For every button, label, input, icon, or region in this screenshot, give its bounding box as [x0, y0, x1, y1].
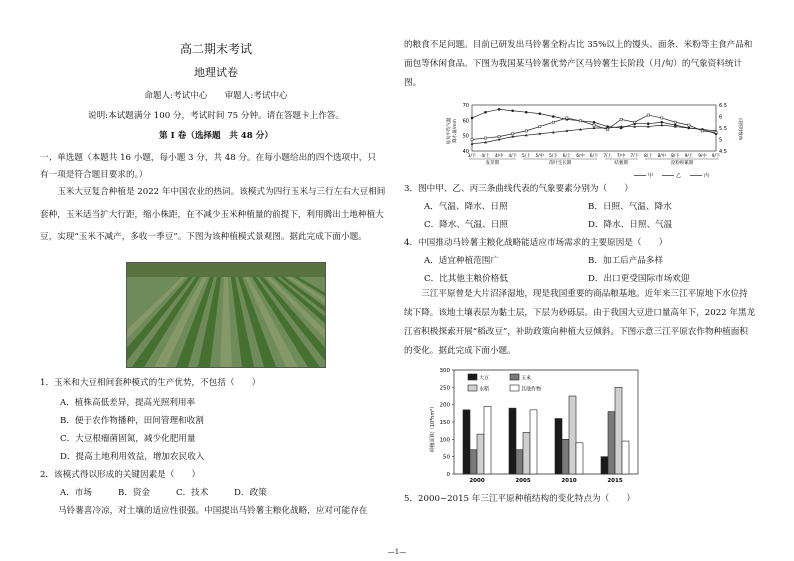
passage-potato-start: 马铃薯喜冷凉，对土壤的适应性很强。中国提出马铃薯主粮化战略，应对可能存在 — [58, 506, 368, 516]
q4-option-c: C．比其他主粮价格低 — [424, 274, 508, 284]
x-tick-label: 4/下 — [508, 154, 517, 159]
bar-玉米 — [470, 450, 477, 474]
legend-label: 甲 — [648, 173, 654, 179]
bar-大豆 — [555, 419, 562, 474]
data-point — [701, 130, 703, 132]
bar-玉米 — [608, 412, 615, 474]
x-tick-label: 5/下 — [549, 154, 558, 159]
x-tick-label: 4/上 — [481, 154, 490, 159]
bar-玉米 — [562, 439, 569, 474]
exam-title: 高二期末考试 — [179, 42, 252, 56]
legend-label: 其他作物 — [521, 386, 542, 393]
y-tick-label: 250 — [439, 385, 450, 392]
q1-option-d: D．提高土地利用效益，增加农民收入 — [60, 452, 205, 462]
stage-label: 苗叶生长期 — [548, 161, 572, 166]
x-tick-label: 2015 — [607, 478, 623, 484]
y-right-tick-label: 6 — [719, 114, 723, 121]
legend-swatch — [510, 385, 519, 391]
data-point — [498, 136, 500, 138]
data-point — [647, 122, 650, 125]
y-axis-label: 种植面积（10⁴hm²） — [430, 403, 436, 453]
page-number: —1— — [387, 548, 407, 556]
bar-其他作物 — [484, 406, 491, 474]
y-tick-label: 300 — [439, 368, 450, 374]
data-point — [715, 131, 717, 133]
x-tick-label: 8/下 — [671, 154, 680, 159]
x-tick-label: 5/上 — [521, 154, 531, 159]
data-point — [471, 138, 473, 140]
q3-option-d: D．降水、日照、气温 — [588, 220, 673, 230]
q5-stem: 5．2000−2015 年三江平原种植结构的变化特点为（ ） — [404, 494, 636, 504]
section-title: 第 Ⅰ 卷（选择题 共 48 分） — [159, 131, 273, 141]
instructions-line: 说明:本试题满分 100 分，考试时间 75 分钟。请在答题卡上作答。 — [87, 111, 344, 121]
y-tick-label: 150 — [439, 420, 450, 426]
bar-其他作物 — [576, 443, 583, 474]
x-tick-label: 8/中 — [657, 154, 667, 159]
bar-水稻 — [569, 396, 576, 474]
x-tick-label: 7/上 — [603, 154, 612, 159]
bar-水稻 — [477, 434, 484, 474]
bar-其他作物 — [622, 441, 629, 474]
y-tick-label: 100 — [439, 437, 450, 444]
data-point — [674, 121, 676, 123]
y-tick-label: 50 — [443, 454, 450, 461]
x-tick-label: 2000 — [469, 478, 485, 484]
q2-option-a: A．市场 — [60, 488, 92, 498]
x-tick-label: 3/下 — [467, 154, 477, 159]
bar-大豆 — [601, 457, 608, 474]
farm-field-photo — [126, 262, 326, 368]
q2-option-c: C．技术 — [176, 488, 209, 498]
legend-label: 丙 — [704, 173, 710, 179]
section1-heading: 一、单选题（本题共 16 小题，每小题 3 分，共 48 分。在每小题给出的四个选项中，只 — [40, 153, 376, 163]
bar-水稻 — [523, 432, 530, 474]
data-point — [688, 124, 690, 126]
q2-option-b: B．资金 — [118, 488, 151, 498]
q1-option-c: C．大豆根瘤菌固氮，减少化肥用量 — [60, 434, 196, 444]
legend-label: 大豆 — [479, 375, 490, 382]
data-point — [620, 118, 622, 120]
x-tick-label: 9/中 — [698, 154, 707, 159]
x-tick-label: 9/下 — [711, 154, 721, 159]
data-point — [538, 112, 541, 115]
data-point — [593, 121, 596, 124]
data-point — [525, 111, 528, 114]
y-right-axis-label: 日照时数/h — [737, 117, 742, 141]
data-point — [566, 117, 568, 119]
x-tick-label: 7/下 — [630, 154, 639, 159]
q4-option-d: D．出口更受国际市场欢迎 — [588, 274, 690, 284]
data-point — [579, 120, 581, 122]
stage-label: 发芽期 — [485, 161, 500, 166]
y-left-tick-label: 60 — [462, 118, 469, 125]
y-left-tick-label: 70 — [462, 103, 469, 109]
x-tick-label: 2010 — [561, 478, 577, 484]
legend-swatch — [468, 385, 477, 391]
q2-option-d: D．政策 — [234, 488, 267, 498]
q3-stem: 3．图中甲、乙、丙三条曲线代表的气象要素分别为（ ） — [404, 184, 633, 194]
q1-option-b: B．便于农作物播种，田间管理和收割 — [60, 416, 204, 426]
y-right-tick-label: 5.5 — [719, 126, 727, 132]
bar-其他作物 — [530, 410, 537, 474]
bar-大豆 — [463, 410, 470, 474]
data-point — [498, 108, 501, 111]
y-left-axis-label-2: 降水量/mm — [453, 119, 458, 143]
passage-potato-cont: 的粮食不足问题。目前已研发出马铃薯全粉占比 35%以上的馒头、面条、米粉等主食产品和面包等休闲食品。下图为我国某马铃薯优势产区马铃薯生长阶段（月/旬）的气象资料统计图。 — [404, 40, 753, 88]
data-point — [484, 111, 487, 114]
y-right-tick-label: 5 — [719, 137, 723, 144]
x-tick-label: 9/上 — [684, 154, 694, 159]
x-tick-label: 4/中 — [494, 154, 504, 159]
x-tick-label: 5/中 — [535, 154, 545, 159]
x-tick-label: 8/上 — [643, 154, 653, 159]
x-tick-label: 2005 — [515, 478, 531, 484]
bar-大豆 — [509, 408, 516, 474]
data-point — [660, 121, 663, 124]
subject-title: 地理试卷 — [194, 66, 238, 79]
q3-option-b: B．日照、气温、降水 — [588, 202, 672, 212]
legend-swatch — [468, 374, 477, 380]
x-tick-label: 6/中 — [576, 154, 585, 159]
x-tick-label: 6/上 — [562, 154, 572, 159]
data-point — [634, 121, 636, 123]
q3-option-c: C．降水、气温、日照 — [424, 220, 508, 230]
q1-stem: 1．玉米和大豆相间套种模式的生产优势，不包括（ ） — [40, 378, 261, 388]
data-point — [660, 124, 663, 127]
y-right-tick-label: 6.5 — [719, 103, 727, 109]
stage-label: 结薯期 — [614, 161, 628, 166]
legend-label: 乙 — [676, 173, 682, 179]
q4-stem: 4．中国推动马铃薯主粮化战略能适应市场需求的主要原因是（ ） — [404, 238, 668, 248]
y-right-tick-label: 4.5 — [719, 149, 727, 155]
data-point — [512, 133, 514, 135]
q4-option-b: B．加工后产品多样 — [588, 256, 664, 266]
authors-line: 命题人:考试中心 审题人:考试中心 — [144, 91, 288, 101]
data-point — [525, 130, 527, 132]
data-point — [552, 115, 555, 118]
y-left-tick-label: 40 — [462, 149, 469, 155]
data-point — [552, 121, 554, 123]
data-point — [593, 124, 595, 126]
passage-corn-soybean: 玉米大豆复合种植是 2022 年中国农业的热词。该模式为四行玉米与三行左右大豆相间套种，玉米适当扩大行距，缩小株距，在不减少玉米种植量的前提下，利用腾出土地种植大豆，实现“玉米不减产，多收一季豆”。下图为该种植模式景观图。据此完成下面小题。 — [40, 187, 386, 242]
data-point — [647, 114, 649, 116]
y-left-axis-label: 每旬平均气温 — [447, 117, 452, 145]
data-point — [539, 125, 541, 127]
legend-label: 水稻 — [479, 386, 490, 393]
x-tick-label: 6/下 — [589, 154, 599, 159]
y-tick-label: 200 — [439, 402, 450, 409]
q2-stem: 2．该模式得以形成的关键因素是（ ） — [40, 470, 201, 480]
data-point — [484, 137, 486, 139]
data-point — [511, 109, 514, 112]
section1-heading-cont: 有一项是符合题目要求的。） — [40, 170, 148, 180]
y-left-tick-label: 50 — [462, 133, 469, 140]
q4-option-a: A．适宜种植范围广 — [424, 256, 499, 266]
legend-swatch — [510, 374, 519, 380]
potato-climate-chart — [444, 101, 744, 181]
data-point — [661, 117, 663, 119]
q1-option-a: A．植株高低差异，提高光照利用率 — [60, 398, 196, 408]
passage-sanjiang: 三江平原曾是大片沼泽湿地，现是我国重要的商品粮基地。近年来三江平原地下水位持续下降。该地土壤表层为黏土层，下层为砂砾层。由于我国大豆进口量高年下，2022 年黑龙江省积极探索开展“稻改豆”，补助政策向种植大豆倾斜。下图示意三江平原农作物种植面积的变化。据此完成下面小题。 — [404, 289, 756, 356]
bar-玉米 — [516, 450, 523, 474]
y-tick-label: 0 — [446, 472, 450, 478]
bar-水稻 — [615, 387, 622, 474]
crop-area-bar-chart — [424, 364, 654, 492]
q3-option-a: A．气温、降水、日照 — [424, 202, 508, 212]
stage-label: 淀粉积累期 — [670, 161, 694, 166]
data-point — [471, 117, 474, 120]
data-point — [606, 128, 608, 130]
legend-label: 玉米 — [521, 375, 532, 382]
x-tick-label: 7/中 — [616, 154, 626, 159]
